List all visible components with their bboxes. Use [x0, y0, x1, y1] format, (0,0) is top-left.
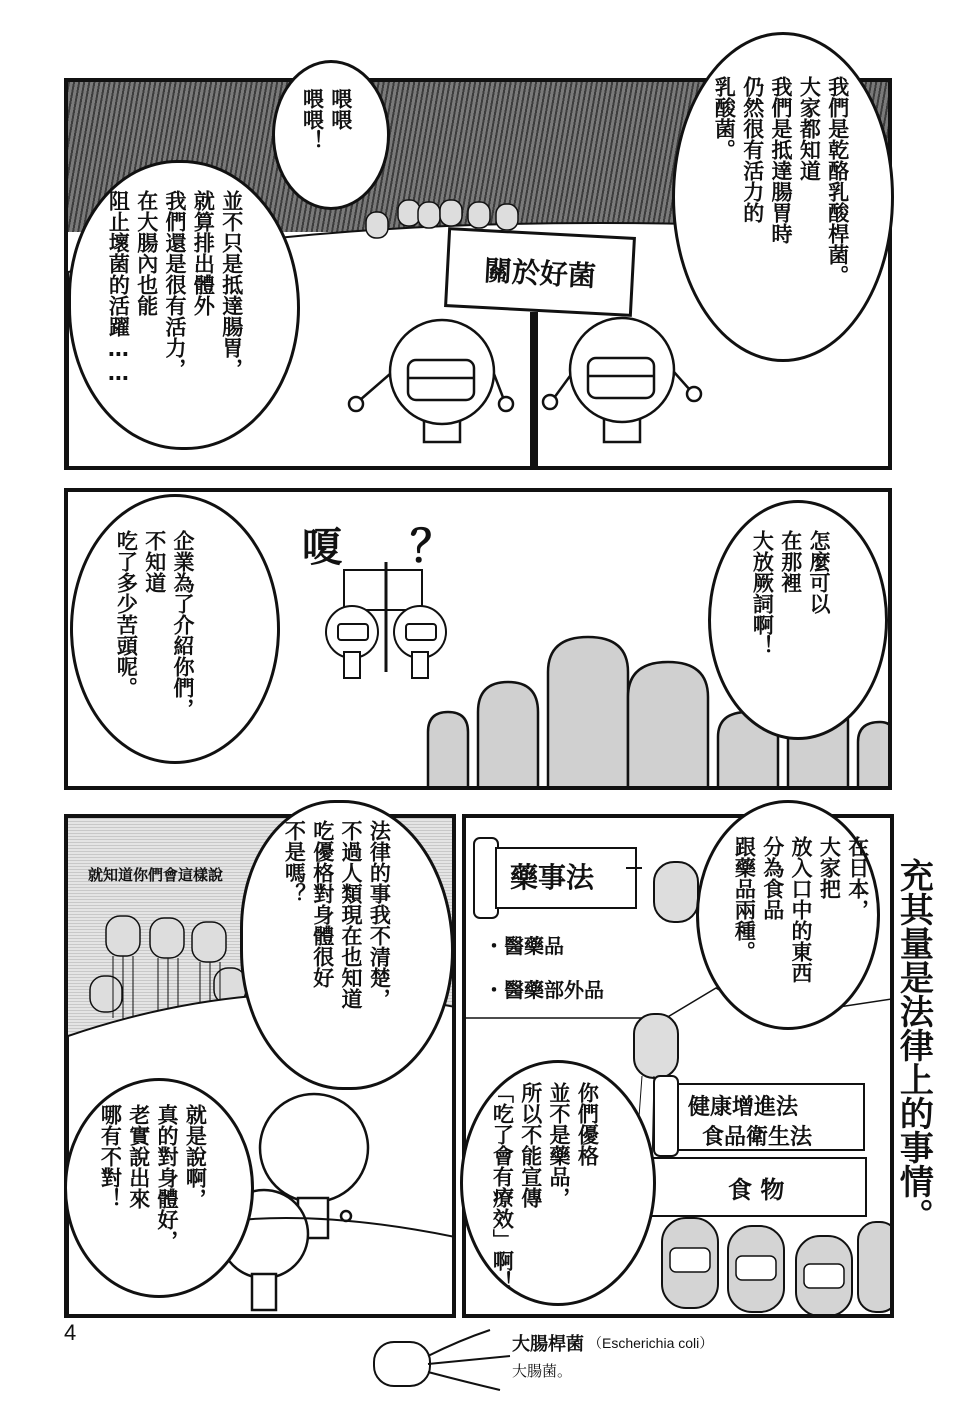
footnote-description: 大腸菌。: [512, 1362, 573, 1380]
food-label: 食 物: [728, 1176, 785, 1204]
speech-text-how-dare: 怎麼可以 在那裡 大放厥詞啊！: [750, 530, 832, 656]
scroll-item-quasi-drugs: ・醫藥部外品: [484, 978, 604, 1002]
side-narration: 充其量是法律上的事情。: [893, 858, 934, 1232]
banner-line-food-law: 食品衛生法: [702, 1125, 813, 1150]
banner-line-health-law: 健康增進法: [688, 1095, 799, 1120]
page-number: 4: [64, 1320, 77, 1345]
speech-text-casei: 我們是乾酪乳酸桿菌。 大家都知道 我們是抵達腸胃時 仍然很有活力的 乳酸菌。: [712, 76, 850, 286]
footnote-latin: （Escherichia coli）: [588, 1335, 714, 1351]
speech-text-japan: 在日本， 大家把 放入口中的東西 分為食品 跟藥品兩種。: [732, 836, 870, 983]
scroll-title: 藥事法: [510, 861, 595, 894]
footnote-title: 大腸桿菌: [512, 1334, 584, 1355]
speech-text-companies: 企業為了介紹你們， 不知道 吃了多少苦頭呢。: [114, 530, 196, 719]
speech-text-law: 法律的事我不清楚， 不過人類現在也知道 吃優格對身體很好 不是嗎？: [282, 820, 392, 1009]
speech-text-hey: 喂喂 喂喂！: [300, 88, 353, 151]
sfx-huh: 嗄: [302, 525, 342, 571]
speech-text-notonly: 並不只是抵達腸胃， 就算排出體外 我們還是很有活力， 在大腸內也能 阻止壞菌的活躍……: [106, 190, 244, 385]
sign-text: 關於好菌: [483, 254, 597, 293]
sfx-question: ？: [410, 521, 454, 572]
caption-text: 就知道你們會這樣說: [88, 866, 224, 884]
speech-text-not-medicine: 你們優格 並不是藥品， 所以不能宣傳 「吃了會有療效」啊！: [490, 1082, 600, 1292]
speech-text-thats-right: 就是說啊， 真的對身體好， 老實說出來 哪有不對！: [98, 1104, 208, 1251]
ecoli-illustration: [370, 1320, 530, 1400]
scroll-item-drugs: ・醫藥品: [484, 934, 564, 958]
